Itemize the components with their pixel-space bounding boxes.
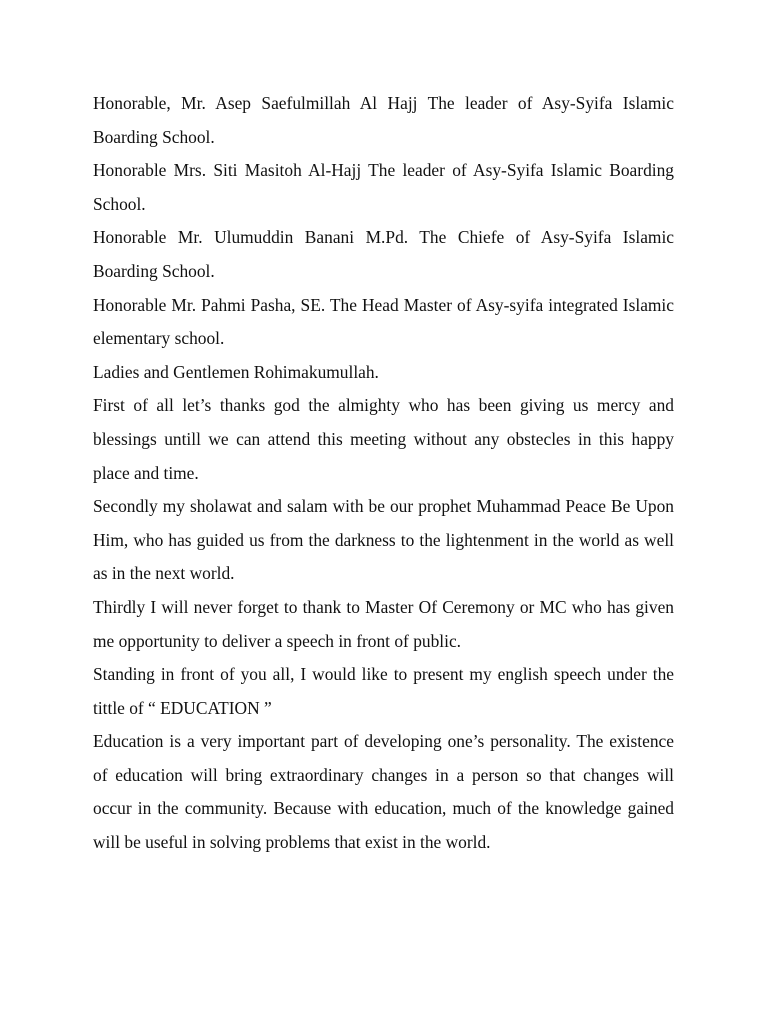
paragraph-audience: Ladies and Gentlemen Rohimakumullah. (93, 361, 379, 382)
paragraph-thanks-mc: Thirdly I will never forget to thank to Master Of Ceremony or MC who has given me opportunity to deliver a speech in front of public. (93, 596, 674, 651)
document-page (93, 87, 674, 860)
paragraph-greeting-3: Honorable Mr. Ulumuddin Banani M.Pd. The Chiefe of Asy-Syifa Islamic Boarding School. (93, 227, 674, 281)
paragraph-greeting-4: Honorable Mr. Pahmi Pasha, SE. The Head Master of Asy-syifa integrated Islamic elementary school. (93, 294, 674, 349)
paragraph-greeting-1: Honorable, Mr. Asep Saefulmillah Al Hajj The leader of Asy-Syifa Islamic Boarding School. (93, 93, 674, 147)
paragraph-opening: First of all let’s thanks god the almighty who has been giving us mercy and blessings untill we can attend this meeting without any obstecles in this happy place and time. (93, 395, 674, 483)
paragraph-education: Education is a very important part of developing one’s personality. The existence of education will bring extraordinary changes in a person so that changes will occur in the community. Because with education, much of the knowledge gained will be useful in solving problems that exist in the world. (93, 731, 674, 853)
paragraph-speech-title: Standing in front of you all, I would like to present my english speech under the tittle of “ EDUCATION ” (93, 664, 674, 718)
paragraph-greeting-2: Honorable Mrs. Siti Masitoh Al-Hajj The leader of Asy-Syifa Islamic Boarding School. (93, 160, 674, 214)
paragraph-sholawat: Secondly my sholawat and salam with be our prophet Muhammad Peace Be Upon Him, who has guided us from the darkness to the lightenment in the world as well as in the next world. (93, 496, 674, 584)
